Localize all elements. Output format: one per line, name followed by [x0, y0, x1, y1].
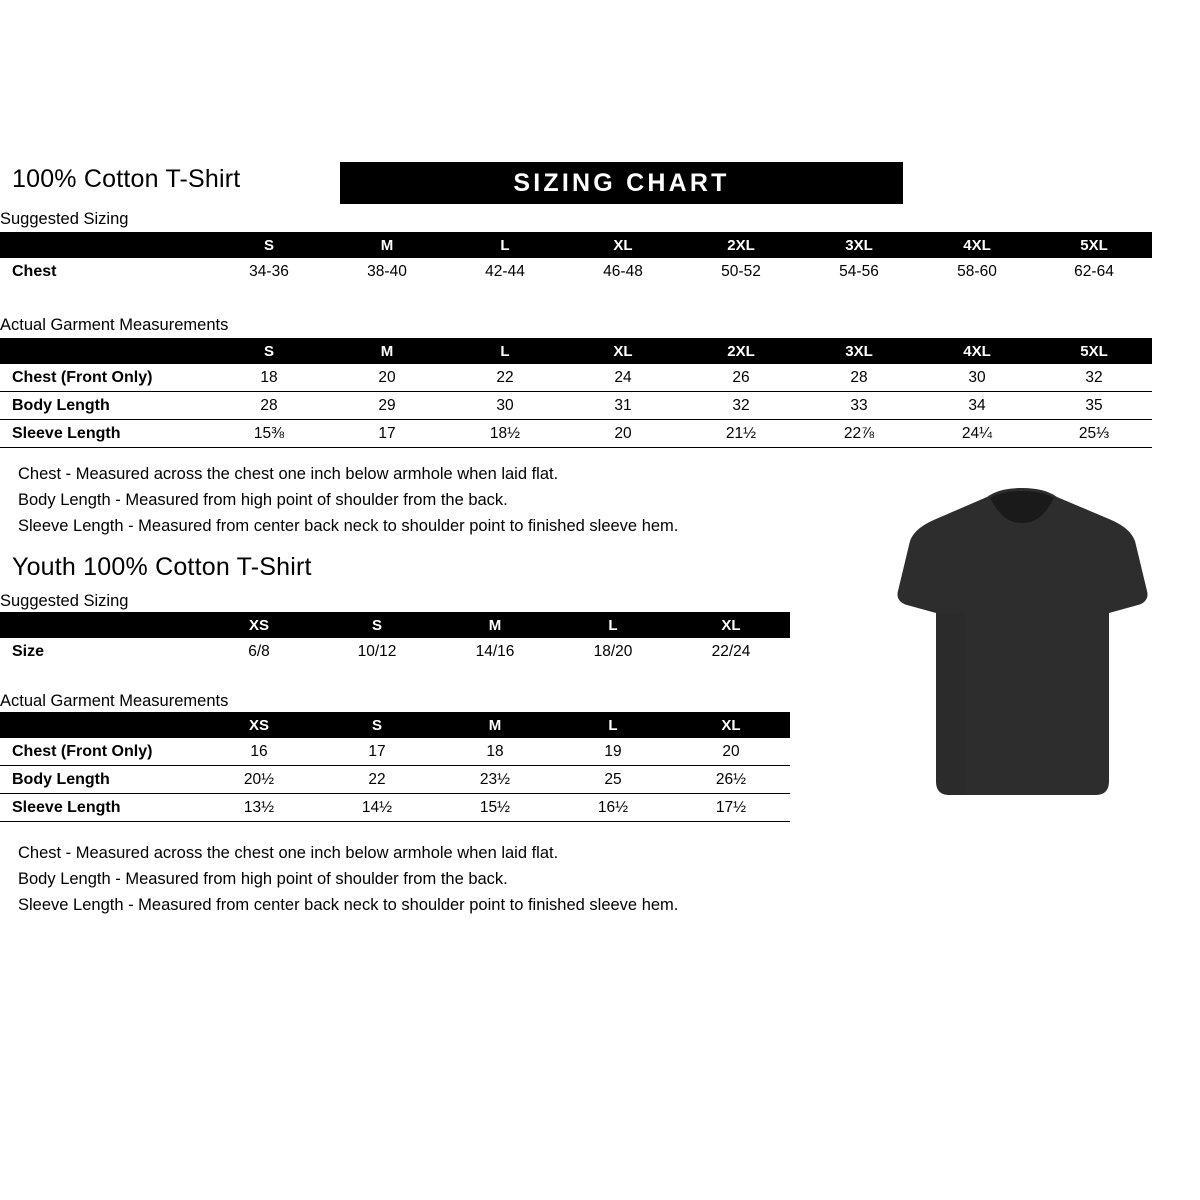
- row-label: Chest (Front Only): [0, 738, 200, 766]
- youth-suggested-sizing-table: [0, 612, 790, 665]
- column-header: L: [446, 232, 564, 258]
- table-cell: 14½: [318, 794, 436, 822]
- column-header: 5XL: [1036, 338, 1152, 364]
- column-header: M: [436, 712, 554, 738]
- table-cell: 20: [328, 364, 446, 392]
- table-cell: 58-60: [957, 262, 997, 280]
- table-header-row: [0, 612, 790, 638]
- table-cell: 24¼: [918, 420, 1036, 448]
- table-cell: 34-36: [249, 262, 289, 280]
- column-header: M: [328, 232, 446, 258]
- column-header: M: [436, 612, 554, 638]
- table-row: [0, 364, 1152, 392]
- note-line: Chest - Measured across the chest one inch below armhole when laid flat.: [18, 465, 559, 483]
- youth-suggested-caption: Suggested Sizing: [0, 592, 129, 610]
- table-cell: 15½: [436, 794, 554, 822]
- header-corner: [0, 338, 210, 364]
- header-corner: [0, 712, 200, 738]
- column-header: M: [328, 338, 446, 364]
- row-label: Size: [12, 642, 45, 660]
- table-cell: 21½: [682, 420, 800, 448]
- row-label: Body Length: [0, 392, 210, 420]
- table-cell: 14/16: [475, 642, 515, 660]
- table-cell: 22/24: [711, 642, 751, 660]
- column-header: 2XL: [682, 232, 800, 258]
- table-cell: 20½: [200, 766, 318, 794]
- note-line: Body Length - Measured from high point of shoulder from the back.: [18, 491, 508, 509]
- sizing-chart-banner: [340, 162, 903, 204]
- table-cell: 46-48: [603, 262, 643, 280]
- youth-actual-measurements-table: [0, 712, 790, 822]
- table-cell: 16: [200, 738, 318, 766]
- table-cell: 54-56: [839, 262, 879, 280]
- table-header-row: [0, 232, 1152, 258]
- column-header: S: [210, 232, 328, 258]
- youth-notes: [18, 840, 678, 918]
- column-header: S: [210, 338, 328, 364]
- table-cell: 25: [554, 766, 672, 794]
- column-header: S: [318, 712, 436, 738]
- column-header: 3XL: [800, 338, 918, 364]
- row-label: Sleeve Length: [0, 794, 200, 822]
- table-cell: 38-40: [367, 262, 407, 280]
- header-corner: [0, 232, 210, 258]
- column-header: L: [554, 612, 672, 638]
- table-cell: 32: [1036, 364, 1152, 392]
- tshirt-illustration: [895, 485, 1150, 805]
- adult-actual-caption: Actual Garment Measurements: [0, 316, 229, 334]
- row-label: Body Length: [0, 766, 200, 794]
- table-cell: 17: [318, 738, 436, 766]
- table-cell: 22: [446, 364, 564, 392]
- table-header-row: [0, 338, 1152, 364]
- table-cell: 20: [564, 420, 682, 448]
- adult-section-title: 100% Cotton T-Shirt: [12, 165, 241, 193]
- table-cell: 16½: [554, 794, 672, 822]
- table-row: [0, 738, 790, 766]
- table-row: [0, 420, 1152, 448]
- table-cell: 33: [800, 392, 918, 420]
- header-corner: [0, 612, 200, 638]
- table-cell: 13½: [200, 794, 318, 822]
- row-label: Chest (Front Only): [0, 364, 210, 392]
- table-cell: 18/20: [593, 642, 633, 660]
- table-cell: 50-52: [721, 262, 761, 280]
- table-row: [0, 794, 790, 822]
- table-cell: 42-44: [485, 262, 525, 280]
- table-row: [0, 766, 790, 794]
- table-cell: 18: [436, 738, 554, 766]
- row-label: Chest: [12, 262, 57, 280]
- table-cell: 19: [554, 738, 672, 766]
- column-header: L: [554, 712, 672, 738]
- table-cell: 31: [564, 392, 682, 420]
- table-cell: 17½: [672, 794, 790, 822]
- table-cell: 10/12: [357, 642, 397, 660]
- column-header: XS: [200, 712, 318, 738]
- note-line: Sleeve Length - Measured from center back neck to shoulder point to finished sleeve hem.: [18, 517, 679, 535]
- table-cell: 62-64: [1074, 262, 1114, 280]
- column-header: XS: [200, 612, 318, 638]
- column-header: 4XL: [918, 232, 1036, 258]
- table-cell: 28: [800, 364, 918, 392]
- table-cell: 26½: [672, 766, 790, 794]
- table-cell: 30: [918, 364, 1036, 392]
- table-header-row: [0, 712, 790, 738]
- column-header: L: [446, 338, 564, 364]
- table-cell: 18½: [446, 420, 564, 448]
- column-header: S: [318, 612, 436, 638]
- table-cell: 26: [682, 364, 800, 392]
- table-cell: 18: [210, 364, 328, 392]
- table-cell: 25⅓: [1036, 420, 1152, 448]
- table-cell: 22: [318, 766, 436, 794]
- note-line: Sleeve Length - Measured from center back neck to shoulder point to finished sleeve hem.: [18, 896, 679, 914]
- table-row: [0, 638, 790, 665]
- column-header: 3XL: [800, 232, 918, 258]
- table-cell: 22⅞: [800, 420, 918, 448]
- column-header: XL: [564, 338, 682, 364]
- table-cell: 17: [328, 420, 446, 448]
- table-cell: 30: [446, 392, 564, 420]
- adult-notes: [18, 461, 678, 539]
- table-cell: 6/8: [248, 642, 270, 660]
- column-header: XL: [672, 612, 790, 638]
- column-header: 4XL: [918, 338, 1036, 364]
- note-line: Chest - Measured across the chest one inch below armhole when laid flat.: [18, 844, 559, 862]
- table-cell: 29: [328, 392, 446, 420]
- adult-suggested-caption: Suggested Sizing: [0, 210, 129, 228]
- table-cell: 20: [672, 738, 790, 766]
- table-row: [0, 392, 1152, 420]
- table-cell: 35: [1036, 392, 1152, 420]
- column-header: 2XL: [682, 338, 800, 364]
- youth-actual-caption: Actual Garment Measurements: [0, 692, 229, 710]
- column-header: XL: [672, 712, 790, 738]
- table-row: [0, 258, 1152, 285]
- adult-actual-measurements-table: [0, 338, 1152, 448]
- table-cell: 34: [918, 392, 1036, 420]
- column-header: 5XL: [1036, 232, 1152, 258]
- table-cell: 24: [564, 364, 682, 392]
- adult-suggested-sizing-table: [0, 232, 1152, 285]
- row-label: Sleeve Length: [0, 420, 210, 448]
- table-cell: 15⅜: [210, 420, 328, 448]
- table-cell: 32: [682, 392, 800, 420]
- table-cell: 23½: [436, 766, 554, 794]
- table-cell: 28: [210, 392, 328, 420]
- sizing-chart-banner-label: SIZING CHART: [513, 169, 730, 197]
- note-line: Body Length - Measured from high point of shoulder from the back.: [18, 870, 508, 888]
- column-header: XL: [564, 232, 682, 258]
- youth-section-title: Youth 100% Cotton T-Shirt: [12, 553, 312, 581]
